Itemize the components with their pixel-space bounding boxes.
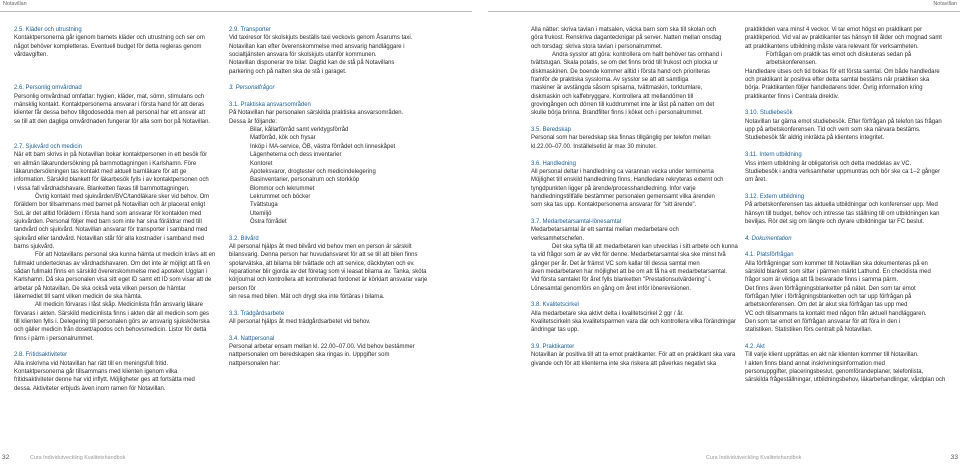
paragraph-line: nattpersonalen har:: [229, 360, 281, 367]
paragraph-line: om året.: [745, 177, 767, 184]
section-heading: 3.10. Studiebesök: [745, 110, 793, 117]
paragraph-line: hänsyn till budget, behov och intresse tas ställning till om utbildningen kan: [745, 210, 940, 217]
section-heading: 2.9. Transporter: [229, 27, 271, 33]
paragraph-line: Vid första samtalet för året fylls blanketten "Prestationsutvärdering" i.: [531, 277, 712, 284]
paragraph-line: verksamhetschefen.: [531, 235, 585, 242]
paragraph-line: särskild blankett som sitter i pärmen märkt Lathund. En checklista med: [745, 268, 931, 275]
spacer: [229, 226, 434, 234]
page-number-right: 33: [950, 454, 958, 461]
text-column-1: [14, 26, 222, 393]
paragraph-line: Alla nätter: skriva tavlan i matsalen, väcka barn som ska till skolan och: [531, 27, 717, 33]
paragraph-line: information. Särskild blankett för läkarbesök fylls i av kontaktpersonen och: [14, 177, 209, 184]
section-heading: 4.1. Platsförfrågan: [745, 252, 794, 259]
paragraph-line: göra frukost. Renskriva dagantecknigar på server. Natten mellan onsdag: [531, 35, 722, 42]
spacer: [745, 226, 951, 234]
paragraph-line: Notavillan kan efter överenskommelse med ansvarig handläggare i: [229, 43, 405, 50]
page-number-left: 32: [2, 454, 10, 461]
paragraph-line: praktiktiden vara minst 4 veckor. Vi tar emot högst en praktikant per: [745, 27, 923, 33]
paragraph-line: framför de praktiska sysslorna. Av sysslor se att att samtliga: [531, 77, 689, 84]
paragraph-line: socialtjänsten ansvara för skolskjuts utanför kommunen.: [229, 52, 377, 59]
section-heading: 3.12. Extern utbildning: [745, 193, 805, 200]
paragraph-line: ta vid frågor som är av vikt för denne. Medarbetarsamtal ska ske minst två: [531, 252, 726, 259]
paragraph-line: reparationer blir gjorda av det företag som vi leasat bilarna av. Tanka, sköta: [229, 268, 427, 275]
list-item: Lägenheterna och dess inventarier: [250, 152, 342, 159]
paragraph-line: mänsklig kontakt. Kontaktpersonerna ansvarar i första hand för att deras: [14, 102, 205, 109]
paragraph-line: Alla inskrivna vid Notavillan har rätt till en meningsfull fritid.: [14, 360, 169, 367]
paragraph-line: Till varje klient upprättas en akt när klienten kommer till Notavillan.: [745, 352, 919, 359]
paragraph-line: handledningstillfälle bestämmer personalen gemensamt vilka ärenden: [531, 193, 715, 200]
paragraph-line: Lönesamtal genomförs en gång om året inför lönerevisionen.: [531, 285, 692, 292]
running-header-left: Notavillan: [3, 1, 27, 7]
paragraph-line: Den som tar emot en förfrågan ansvarar för att föra in den i: [745, 319, 901, 326]
paragraph-line: sin resa med bilen. Mät och drygt ska inte förtäras i bilarna.: [229, 294, 385, 300]
section-heading: 3.5. Beredskap: [531, 127, 571, 134]
paragraph-line: se till att den dagliga omvårdnaden fungerar för alla som bor på Notavillan.: [14, 118, 211, 125]
paragraph-line: fullmakt undertecknas av vårdnadshavaren. Om det inte är möjligt att få en: [14, 260, 211, 267]
paragraph-line: Notavillan tar gärna emot studiebesök. Efter förfrågan på telefon tas frågan: [745, 118, 942, 125]
paragraph-line: VC och tillsammans ta kontakt med någon från aktuell handläggaren.: [745, 310, 927, 317]
spacer: [229, 326, 434, 334]
section-heading: 3.9. Praktikanter: [531, 344, 575, 351]
paragraph-line: Handledare utses och tid bokas för ett första samtal. Om både handledare: [745, 68, 940, 75]
paragraph-line: tvättstugan. Skala potatis, se om det finns bröd till frukost och plocka ur: [531, 60, 719, 67]
spacer: [531, 293, 738, 301]
paragraph-line: barns sjukvård.: [14, 243, 55, 250]
paragraph-line: Karlshamn. Då ska personalen visa sitt eget ID samt ett ID som visar att de: [14, 277, 212, 284]
paragraph-line: All personal hjälps åt med trädgårdsarbetet vid behov.: [229, 319, 371, 326]
paragraph-line: sjukvård eller tandvård. Notavillan står för alla kostnader i samband med: [14, 235, 205, 242]
section-heading: 3.1. Praktiska ansvarsområden: [229, 102, 311, 109]
paragraph-line: tyngdpunkten ligger på ärende/processhandledning. Infor varje: [531, 185, 696, 192]
list-item: Lekrummet och böcker: [250, 193, 311, 200]
paragraph-line: All medicin förvaras i låst skåp. Medicinlista från ansvarig läkare: [35, 302, 203, 309]
spacer: [14, 126, 222, 134]
paragraph-line: Övrig kontakt med sjukvården/BVC/tandläkare sker vid behov. Om: [35, 193, 210, 200]
paragraph-line: statistiken. Statistiken förs centralt på Notavillan.: [745, 327, 873, 334]
paragraph-line: Kontaktpersonerna går tillsammans med klienten igenom vilka: [14, 369, 178, 376]
paragraph-line: All personal deltar i handledning ca varannan vecka under terminerna: [531, 168, 714, 175]
spacer: [14, 59, 222, 67]
paragraph-line: körjournal och kontrollera att kontrollerad fordonet är körklart ansvarar varje person för: [229, 277, 428, 292]
paragraph-line: Personal arbetar ensam mellan kl. 22.00–07.00. Vid behov bestämmer: [229, 344, 415, 351]
paragraph-line: I akten finns bland annat inskrivningsinformation med: [745, 360, 885, 367]
list-item: Blommor och lekrummet: [250, 185, 315, 192]
paragraph-line: ändringar tas upp.: [531, 327, 579, 334]
paragraph-line: fritidsaktiviteter denne har vid inflytt. Möjligheter ges att fortsätta med: [14, 377, 195, 384]
section-heading: 3.3. Trädgårdsarbete: [229, 310, 285, 317]
chapter-heading: 4. Dokumentation: [745, 235, 792, 242]
paragraph-line: givande och för att klienterna inte ska riskera att påverkas negativt ska: [531, 360, 717, 367]
paragraph-line: Notavillan är positiva till att ta emot praktikanter. För att en praktikant ska vara: [531, 352, 736, 359]
section-heading: 3.4. Nattpersonal: [229, 335, 275, 342]
list-item: Apoteksvaror, drogtester och medicindelegering: [250, 168, 376, 175]
paragraph-line: och gäller medicin från dosett/apodos och behovsmedicin. Listor för detta: [14, 327, 207, 334]
paragraph-line: Studiebesök i andra verksamheter uppmuntras och bör ske ca 1–2 gånger: [745, 168, 941, 175]
paragraph-line: arbetskonferensen. Om det är akut ska förfrågan tas upp med: [745, 302, 908, 309]
text-column-2: [229, 26, 434, 368]
spacer: [745, 101, 951, 109]
list-item: Tvättstuga: [250, 202, 278, 209]
paragraph-line: och praktikant är positiva efter detta samtal bestäms när praktiken ska: [745, 77, 930, 84]
paragraph-line: Andra sysslor att göra: kontrollera om hallt behöver tas omhand i: [552, 52, 722, 59]
spacer: [531, 118, 738, 126]
paragraph-line: grovingången och dörren till kuddrummet inte är låst på natten om det: [531, 102, 715, 109]
spacer: [229, 76, 434, 84]
paragraph-line: beviljas. Rör det sig om längre och dyrare utbildningar tar FC beslut.: [745, 218, 925, 225]
section-heading: 3.7. Medarbetarsamtal-lönesamtal: [531, 218, 622, 225]
paragraph-line: Notavillan disponerar tre bilar. Dagtid kan de stå på Notavillans: [229, 60, 395, 67]
paragraph-line: bilansvarig. Denna person har huvudansvaret för att se till att bilen finns: [229, 252, 418, 259]
paragraph-line: praktikperiod. Vid val av praktikanter tas hänsyn till ålder och mognad samt: [745, 35, 942, 42]
paragraph-line: finns i pärm i personalrummet.: [14, 335, 94, 342]
section-heading: 2.6. Personlig omvårdnad: [14, 85, 82, 92]
paragraph-line: Studiebesök får aldrig inkräkta på klientens integritet.: [745, 135, 885, 142]
paragraph-line: förfrågan fyller i förfrågningsblanketten och tar upp förfrågan på: [745, 294, 912, 300]
paragraph-line: gånger per år. Det är främst VC som kallar till dessa samtal men: [531, 260, 700, 267]
header-rule-left: [0, 11, 472, 12]
paragraph-line: Det ska syfta till att medarbetaren kan utvecklas i sitt arbete och kunna: [552, 243, 738, 250]
paragraph-line: På Notavillan har personalen särskilda praktiska ansvarsområden.: [229, 110, 404, 117]
paragraph-line: börja. Praktikanten följer handledarens tider. Övrig information kring: [745, 85, 923, 92]
paragraph-line: Det finns även förfrågningsblanketter på nätet. Den som tar emot: [745, 285, 916, 292]
paragraph-line: Kvalitetscirkeln ska kvalitetsparmen vara där och kontrollera vilka förändringar: [531, 319, 736, 326]
running-header-right: Notavillan: [933, 1, 957, 7]
paragraph-line: Medarbetarsamtal är ett samtal mellan medarbetare och: [531, 227, 679, 234]
chapter-heading: 3. Personalfrågor: [229, 85, 275, 92]
spacer: [745, 143, 951, 151]
paragraph-line: något behöver kompletteras. Eventuell budget för detta regleras genom: [14, 43, 202, 50]
text-column-3: [531, 26, 738, 368]
paragraph-line: klienter får dessa behov tillgodosedda men all personal har ett ansvar att: [14, 110, 206, 117]
paragraph-line: Personal som har beredskap ska finnas tillgänglig per telefon mellan: [531, 135, 711, 142]
paragraph-line: upp på arbetskonferensen. Tid och vem som ska närvara bestäms.: [745, 127, 921, 134]
paragraph-line: förvaras i akten. Särskild medicinlista finns i akten där all medicin som ges: [14, 310, 210, 317]
paragraph-line: tandvård och sjukvård. Notavillan ansvarar för transporter i samband med: [14, 227, 208, 234]
spacer: [531, 335, 738, 343]
spacer: [14, 343, 222, 351]
paragraph-line: att praktikantens utbildning måste vara relevant för verksamheten.: [745, 43, 919, 50]
paragraph-line: föräldern bor tillsammans med barnet på Notavillan och är placerat enligt: [14, 202, 206, 209]
paragraph-line: Möjlighet till enskild handledning finns. Handledare rekryteras externt och: [531, 177, 724, 184]
paragraph-line: läkarundersökningen tas kontakt med aktuell barnläkare för att ge: [14, 168, 187, 175]
list-item: Östra förrådet: [250, 218, 287, 225]
list-item: Utemiljö: [250, 210, 272, 217]
spacer: [745, 185, 951, 193]
text-column-4: [745, 26, 951, 385]
paragraph-line: dessa. Aktiviteter erbjuds även inom ramen för Notavillan.: [14, 385, 166, 392]
paragraph-line: som ska tas upp. Kontaktpersonerna ansvarar för "sitt ärende".: [531, 202, 697, 209]
section-heading: 3.6. Handledning: [531, 160, 576, 167]
paragraph-line: skulle börja brinna. Brandfilter finns i köket och i personalrummet.: [531, 110, 703, 117]
paragraph-line: För att Notavillans personal ska kunna hämta ut medicin krävs att en: [35, 252, 216, 259]
paragraph-line: diskmaskinen. De boende kommer alltid i första hand och prioriteras: [531, 68, 710, 75]
list-item: Bilar, kållarförråd samt verktygsförråd: [250, 127, 349, 134]
header-rule-right: [488, 11, 960, 12]
paragraph-line: praktikanter finns i Centrala direktiv.: [745, 93, 839, 100]
paragraph-line: Förfrågan om praktik tas emot och diskuteras sedan på arbetskonferensen.: [766, 52, 912, 67]
paragraph-line: frågor som är viktiga att få besvarade finns i samma pärm.: [745, 277, 899, 284]
paragraph-line: till klienten fylls i. Delegering till personalen görs av ansvarig sjuksköterska: [14, 319, 210, 326]
paragraph-line: Alla förfrågningar som kommer till Notavillan ska dokumenteras på en: [745, 260, 928, 267]
paragraph-line: Alla medarbetare ska aktivt delta i kvalitetscirkel 2 ggr / år.: [531, 310, 684, 317]
paragraph-line: Vid taxiresor för skolskjuts beställs taxi veckovis genom Åsarums taxi.: [229, 35, 413, 42]
section-heading: 3.8. Kvalitetscirkel: [531, 302, 579, 309]
section-heading: 4.2. Akt: [745, 344, 765, 351]
footer-source-left: Cura Individutveckling Kvalitetshandbok: [30, 455, 126, 461]
paragraph-line: arbetar på Notavillan. De ska också veta vilken person de hämtar: [14, 285, 186, 292]
section-heading: 2.8. Fritidsaktiviteter: [14, 352, 68, 359]
paragraph-line: På arbetskonferensen tas aktuella utbildningar och konferenser upp. Med: [745, 202, 938, 209]
paragraph-line: Dessa är följande:: [229, 118, 277, 125]
spacer: [229, 301, 434, 309]
section-heading: 2.7. Sjukvård och medicin: [14, 143, 82, 150]
spacer: [14, 76, 222, 84]
paragraph-line: en allmän läkarundersökning på barnmottagningen i Karlshamn. Före: [14, 160, 197, 167]
paragraph-line: All personal hjälps åt med bilvård vid behov men en person är särskilt: [229, 243, 412, 250]
paragraph-line: Kontaktpersonerna går igenom barnets kläder och utrustning och ser om: [14, 35, 205, 42]
paragraph-line: maskiner är avstängda såsom spisarna, tvättmaskin, torktumlare,: [531, 85, 703, 92]
paragraph-line: sådan fullmakt finns en särskild överenskommelse med apoteket Ugglan i: [14, 268, 208, 275]
footer-source-right: Cura Individutveckling Kvalitetshandbok: [706, 455, 802, 461]
paragraph-line: diskmaskin och kaffebryggare. Kontrollera att mellandörren till: [531, 93, 694, 100]
paragraph-line: Viss intern utbildning är obligatorisk och detta meddelas av VC.: [745, 160, 912, 167]
spacer: [531, 151, 738, 159]
section-heading: 3.11. Intern utbildning: [745, 152, 802, 159]
paragraph-line: och torsdag: skriva stora tavlan i personalrummet.: [531, 43, 663, 50]
section-heading: 3.2. Bilvård: [229, 235, 259, 242]
spacer: [14, 68, 222, 76]
spacer: [14, 134, 222, 142]
section-heading: 2.5. Kläder och utrustning: [14, 27, 82, 33]
paragraph-line: parkering och på natten ska de stå i garaget.: [229, 68, 347, 75]
spacer: [229, 93, 434, 101]
paragraph-line: spolarvätska, att bilarna blir tvättade och att service, däckbyten och ev.: [229, 260, 415, 267]
paragraph-line: vårdavgiften.: [14, 52, 48, 59]
paragraph-line: även medarbetaren har möjlighet att be om att få ha ett medarbetarsamtal.: [531, 268, 728, 275]
paragraph-line: kl.22.00–07.00. Inställelsetid är max 30 minuter.: [531, 143, 657, 150]
spacer: [745, 335, 951, 343]
paragraph-line: i vissa fall vårdnadshavare. Blanketten faxas till barnmottagningen.: [14, 185, 190, 192]
paragraph-line: personuppgifter, placeringsbeslut, genomförandeplaner, telefonlista,: [745, 369, 924, 376]
list-item: Inköp i MA-service, ÖB, västra förrådet och linneskåpet: [250, 143, 396, 150]
spacer: [745, 243, 951, 251]
paragraph-line: När ett barn skrivs in på Notavillan bokar kontaktpersonen in ett besök för: [14, 152, 208, 159]
paragraph-line: Personlig omvårdnad omfattar: hygien, kläder, mat, sömn, stimulans och: [14, 93, 205, 100]
spacer: [531, 210, 738, 218]
list-item: Basinventarier, personalrum och storkköp: [250, 177, 360, 184]
paragraph-line: sjukvården. Personal följer med barn som inte har sina föräldrar med till: [14, 218, 202, 225]
paragraph-line: nattpersonalen om beredskapen ska ringas in. Uppgifter som: [229, 352, 390, 359]
list-item: Kontoret: [250, 160, 273, 167]
list-item: Matförråd, kök och frysar: [250, 135, 316, 142]
paragraph-line: särskilda frågeställningar, utbildningsbehov, läkarbehandlingar, vårdplan och: [745, 377, 946, 384]
paragraph-line: SoL är det alltid föräldern i första hand som ansvarar för kontakten med: [14, 210, 202, 217]
paragraph-line: läkemedlet till samt vilken medicin de ska hämta.: [14, 294, 143, 300]
